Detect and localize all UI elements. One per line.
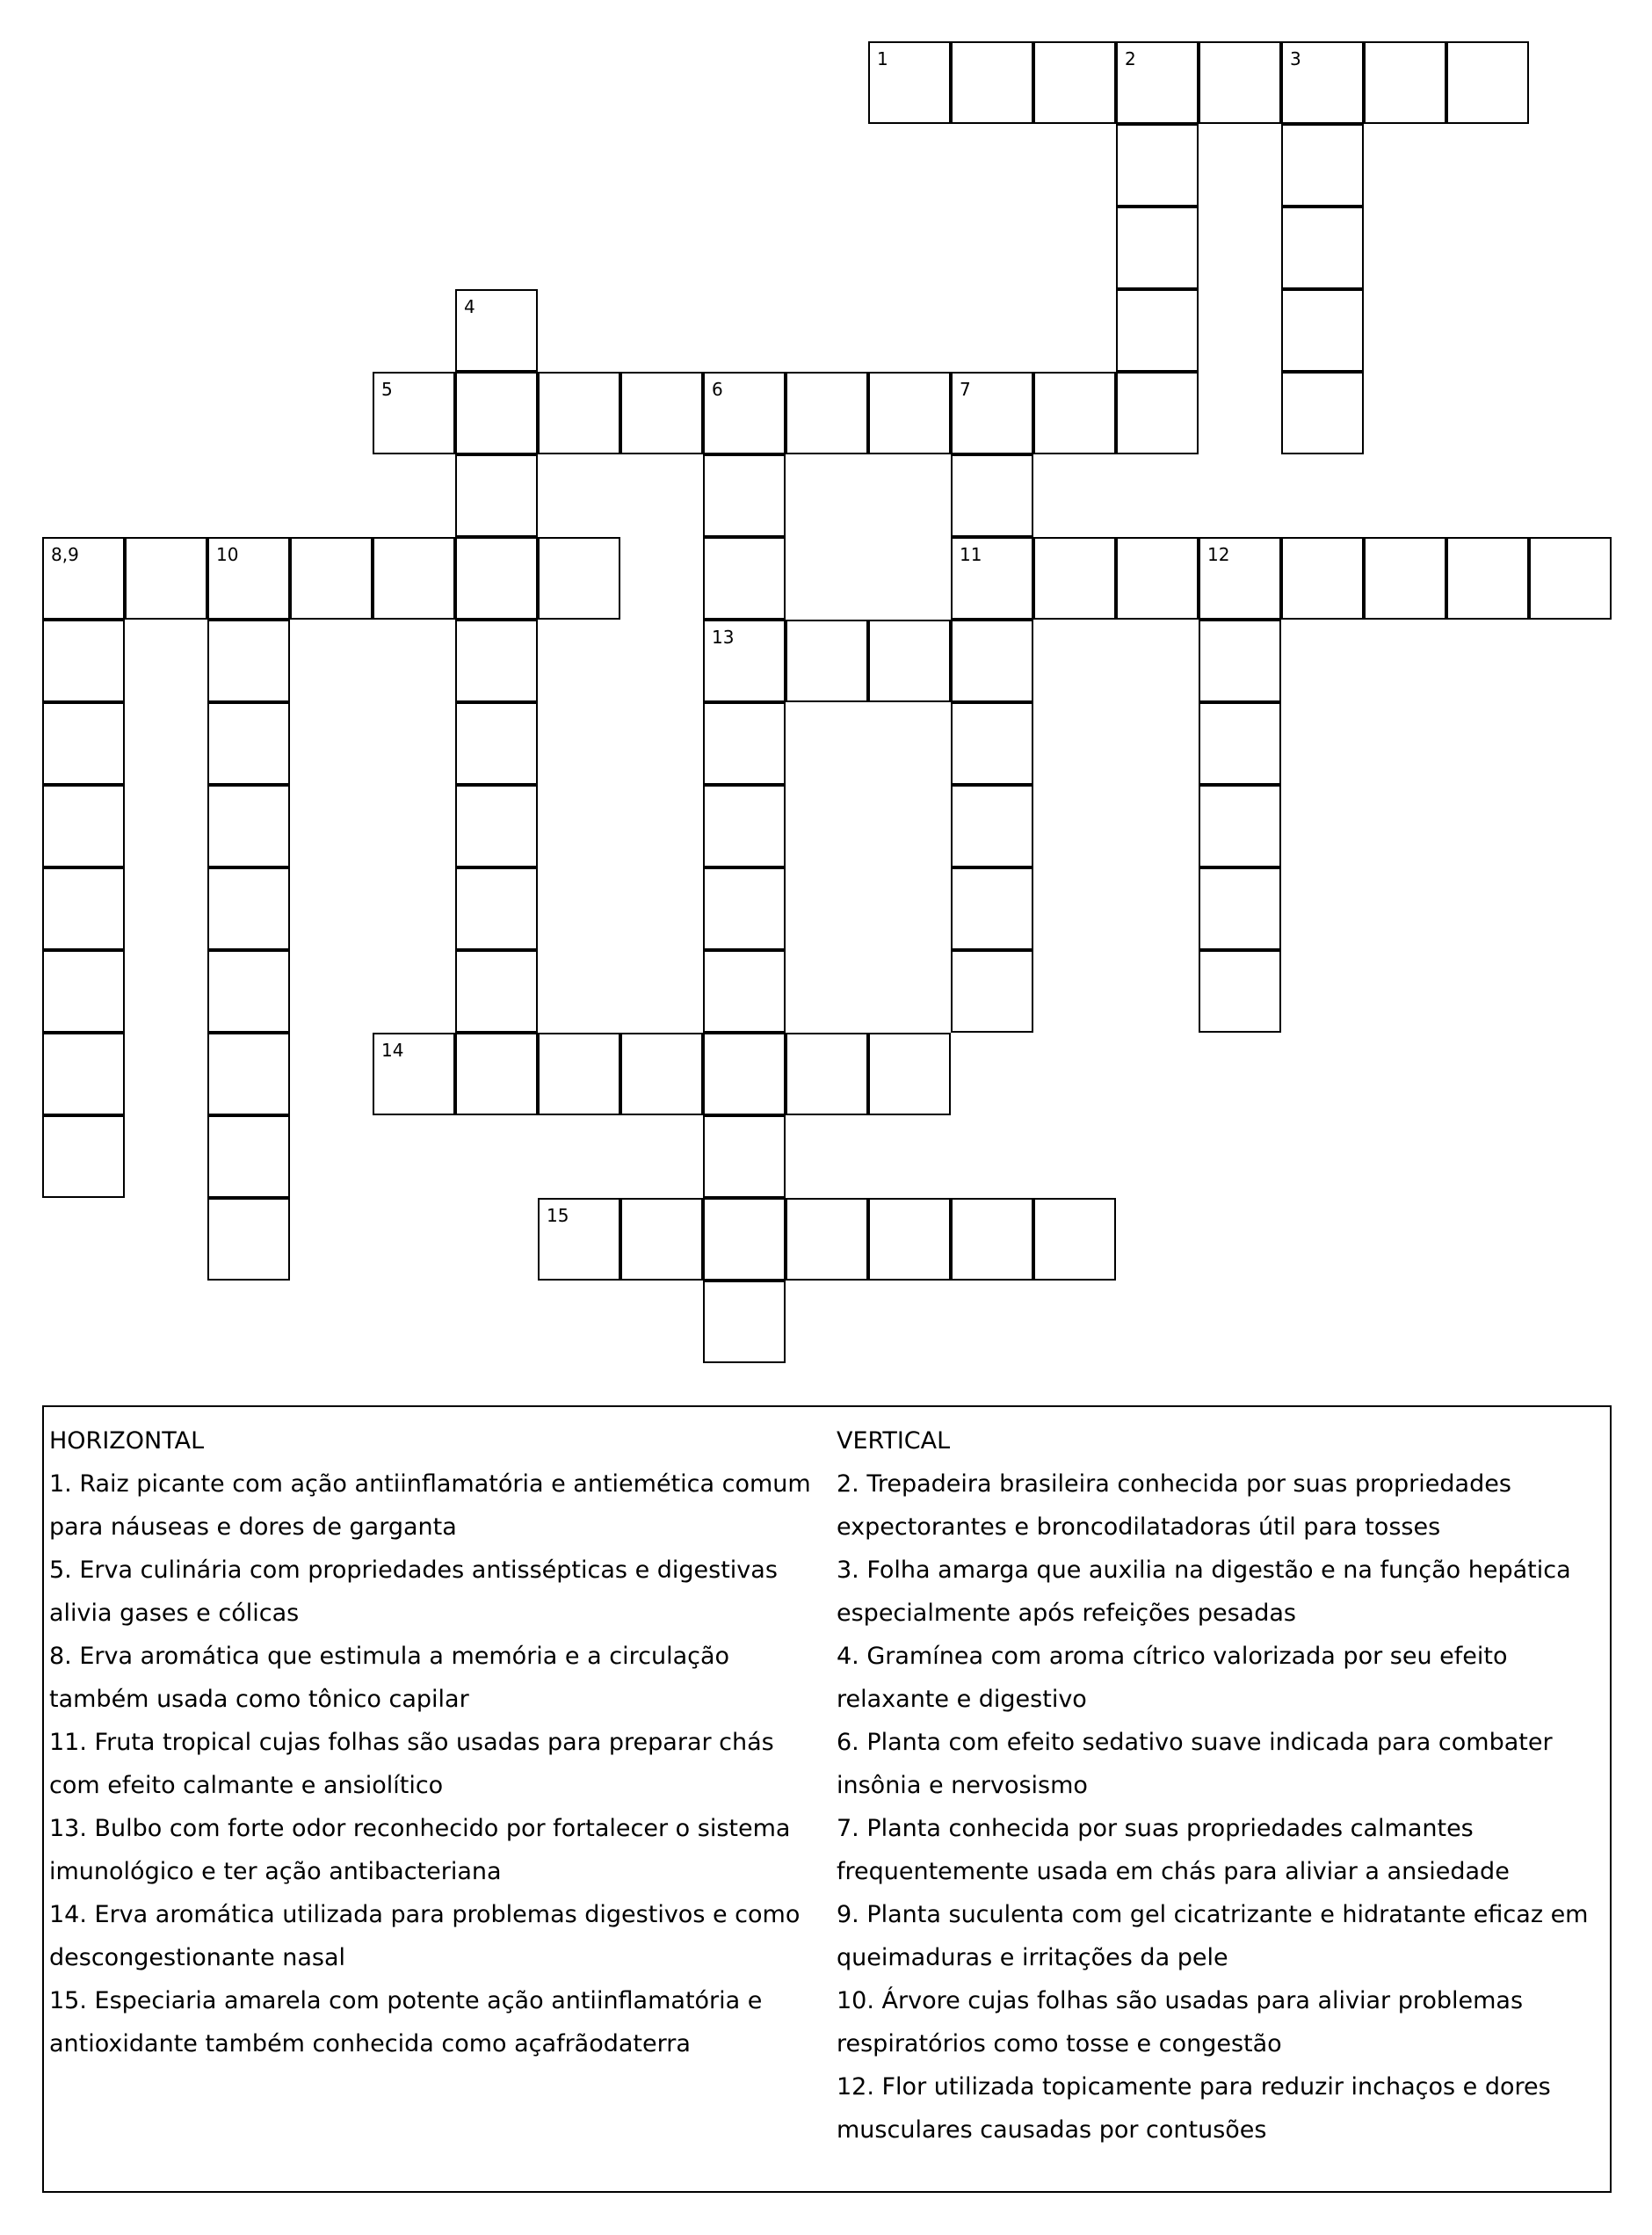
grid-cell[interactable] — [207, 537, 290, 620]
clue-down-3: 3. Folha amarga que auxilia na digestão e na função hepática especialmente após refeições pesadas — [837, 1557, 1571, 1627]
grid-cell[interactable] — [207, 867, 290, 950]
grid-cell[interactable] — [42, 702, 125, 785]
grid-cell[interactable] — [951, 41, 1033, 124]
grid-cell[interactable] — [207, 702, 290, 785]
grid-cell[interactable] — [538, 1198, 620, 1281]
grid-cell[interactable] — [42, 867, 125, 950]
grid-cell[interactable] — [951, 950, 1033, 1033]
grid-cell[interactable] — [703, 867, 786, 950]
grid-cell[interactable] — [455, 950, 538, 1033]
grid-cell[interactable] — [1033, 1198, 1116, 1281]
grid-cell[interactable] — [373, 537, 455, 620]
grid-cell[interactable] — [1281, 41, 1364, 124]
horizontal-heading: HORIZONTAL — [49, 1427, 205, 1455]
grid-cell[interactable] — [1364, 41, 1446, 124]
clue-number: 11 — [960, 544, 982, 565]
clue-down-12: 12. Flor utilizada topicamente para reduzir inchaços e dores musculares causadas por contusões — [837, 2073, 1551, 2144]
clue-down-2: 2. Trepadeira brasileira conhecida por suas propriedades expectorantes e broncodilatadoras útil para tosses — [837, 1470, 1511, 1541]
clue-across-13: 13. Bulbo com forte odor reconhecido por fortalecer o sistema imunológico e ter ação antibacteriana — [49, 1815, 791, 1885]
grid-cell[interactable] — [538, 1033, 620, 1115]
grid-cell[interactable] — [1116, 41, 1199, 124]
grid-cell[interactable] — [42, 620, 125, 702]
grid-cell[interactable] — [1446, 537, 1529, 620]
grid-cell[interactable] — [455, 785, 538, 867]
grid-cell[interactable] — [1281, 537, 1364, 620]
clue-number: 4 — [464, 296, 475, 317]
clues-box — [42, 1405, 1612, 2193]
grid-cell[interactable] — [207, 620, 290, 702]
grid-cell[interactable] — [1033, 372, 1116, 454]
clue-number: 14 — [381, 1040, 404, 1061]
grid-cell[interactable] — [373, 1033, 455, 1115]
clue-across-14: 14. Erva aromática utilizada para problemas digestivos e como descongestionante nasal — [49, 1901, 801, 1971]
grid-cell[interactable] — [786, 1033, 868, 1115]
grid-cell[interactable] — [703, 620, 786, 702]
grid-cell[interactable] — [868, 41, 951, 124]
clue-number: 2 — [1125, 48, 1136, 69]
grid-cell[interactable] — [1199, 537, 1281, 620]
clue-down-7: 7. Planta conhecida por suas propriedades calmantes frequentemente usada em chás para aliviar a ansiedade — [837, 1815, 1510, 1885]
grid-cell[interactable] — [538, 537, 620, 620]
grid-cell[interactable] — [1281, 289, 1364, 372]
grid-cell[interactable] — [703, 372, 786, 454]
grid-cell[interactable] — [786, 1198, 868, 1281]
grid-cell[interactable] — [1199, 785, 1281, 867]
grid-cell[interactable] — [207, 950, 290, 1033]
grid-cell[interactable] — [951, 867, 1033, 950]
grid-cell[interactable] — [620, 1198, 703, 1281]
clue-number: 13 — [712, 627, 735, 648]
horizontal-clues — [49, 1419, 831, 2065]
grid-cell[interactable] — [1364, 537, 1446, 620]
grid-cell[interactable] — [951, 785, 1033, 867]
grid-cell[interactable] — [1281, 372, 1364, 454]
grid-cell[interactable] — [1281, 207, 1364, 289]
grid-cell[interactable] — [1446, 41, 1529, 124]
grid-cell[interactable] — [290, 537, 373, 620]
grid-cell[interactable] — [1116, 537, 1199, 620]
clue-number: 15 — [547, 1205, 569, 1226]
grid-cell[interactable] — [42, 785, 125, 867]
grid-cell[interactable] — [207, 1033, 290, 1115]
clue-across-1: 1. Raiz picante com ação antiinflamatória e antiemética comum para náuseas e dores de garganta — [49, 1470, 811, 1541]
grid-cell[interactable] — [786, 620, 868, 702]
grid-cell[interactable] — [703, 454, 786, 537]
clue-number: 8,9 — [51, 544, 79, 565]
clue-number: 10 — [216, 544, 239, 565]
grid-cell[interactable] — [42, 1115, 125, 1198]
grid-cell[interactable] — [703, 785, 786, 867]
clue-number: 3 — [1290, 48, 1301, 69]
clue-number: 5 — [381, 379, 393, 400]
grid-cell[interactable] — [703, 1198, 786, 1281]
grid-cell[interactable] — [951, 1198, 1033, 1281]
grid-cell[interactable] — [703, 1033, 786, 1115]
grid-cell[interactable] — [207, 1198, 290, 1281]
clue-across-8: 8. Erva aromática que estimula a memória e a circulação também usada como tônico capilar — [49, 1643, 730, 1713]
grid-cell[interactable] — [42, 537, 125, 620]
grid-cell[interactable] — [620, 1033, 703, 1115]
clue-number: 1 — [877, 48, 888, 69]
grid-cell[interactable] — [868, 1198, 951, 1281]
clue-number: 6 — [712, 379, 723, 400]
grid-cell[interactable] — [455, 537, 538, 620]
grid-cell[interactable] — [207, 785, 290, 867]
vertical-clues — [837, 1419, 1610, 2152]
grid-cell[interactable] — [786, 372, 868, 454]
grid-cell[interactable] — [868, 1033, 951, 1115]
grid-cell[interactable] — [703, 950, 786, 1033]
grid-cell[interactable] — [42, 950, 125, 1033]
grid-cell[interactable] — [1199, 867, 1281, 950]
grid-cell[interactable] — [703, 1115, 786, 1198]
grid-cell[interactable] — [1281, 124, 1364, 207]
grid-cell[interactable] — [125, 537, 207, 620]
grid-cell[interactable] — [1116, 372, 1199, 454]
grid-cell[interactable] — [455, 289, 538, 372]
grid-cell[interactable] — [868, 620, 951, 702]
grid-cell[interactable] — [207, 1115, 290, 1198]
clue-down-4: 4. Gramínea com aroma cítrico valorizada por seu efeito relaxante e digestivo — [837, 1643, 1508, 1713]
grid-cell[interactable] — [1116, 124, 1199, 207]
grid-cell[interactable] — [951, 372, 1033, 454]
grid-cell[interactable] — [538, 372, 620, 454]
grid-cell[interactable] — [455, 372, 538, 454]
grid-cell[interactable] — [1199, 950, 1281, 1033]
grid-cell[interactable] — [1529, 537, 1612, 620]
grid-cell[interactable] — [1199, 620, 1281, 702]
grid-cell[interactable] — [703, 702, 786, 785]
clue-number: 7 — [960, 379, 971, 400]
grid-cell[interactable] — [951, 454, 1033, 537]
clue-across-5: 5. Erva culinária com propriedades antissépticas e digestivas alivia gases e cólicas — [49, 1557, 778, 1627]
grid-cell[interactable] — [951, 537, 1033, 620]
clue-across-11: 11. Fruta tropical cujas folhas são usadas para preparar chás com efeito calmante e ansiolítico — [49, 1729, 774, 1799]
grid-cell[interactable] — [455, 454, 538, 537]
clue-down-10: 10. Árvore cujas folhas são usadas para aliviar problemas respiratórios como tosse e congestão — [837, 1987, 1524, 2057]
grid-cell[interactable] — [620, 372, 703, 454]
grid-cell[interactable] — [951, 620, 1033, 702]
clue-number: 12 — [1207, 544, 1230, 565]
grid-cell[interactable] — [868, 372, 951, 454]
clue-across-15: 15. Especiaria amarela com potente ação antiinflamatória e antioxidante também conhecida como açafrãodaterra — [49, 1987, 763, 2057]
grid-cell[interactable] — [1116, 207, 1199, 289]
grid-cell[interactable] — [1199, 702, 1281, 785]
grid-cell[interactable] — [455, 867, 538, 950]
grid-cell[interactable] — [455, 1033, 538, 1115]
grid-cell[interactable] — [42, 1033, 125, 1115]
grid-cell[interactable] — [1199, 41, 1281, 124]
grid-cell[interactable] — [951, 702, 1033, 785]
grid-cell[interactable] — [455, 702, 538, 785]
grid-cell[interactable] — [703, 537, 786, 620]
clue-down-9: 9. Planta suculenta com gel cicatrizante e hidratante eficaz em queimaduras e irritações da pele — [837, 1901, 1589, 1971]
grid-cell[interactable] — [373, 372, 455, 454]
grid-cell[interactable] — [1033, 537, 1116, 620]
vertical-heading: VERTICAL — [837, 1427, 951, 1455]
grid-cell[interactable] — [703, 1281, 786, 1363]
clue-down-6: 6. Planta com efeito sedativo suave indicada para combater insônia e nervosismo — [837, 1729, 1553, 1799]
grid-cell[interactable] — [455, 620, 538, 702]
grid-cell[interactable] — [1116, 289, 1199, 372]
grid-cell[interactable] — [1033, 41, 1116, 124]
